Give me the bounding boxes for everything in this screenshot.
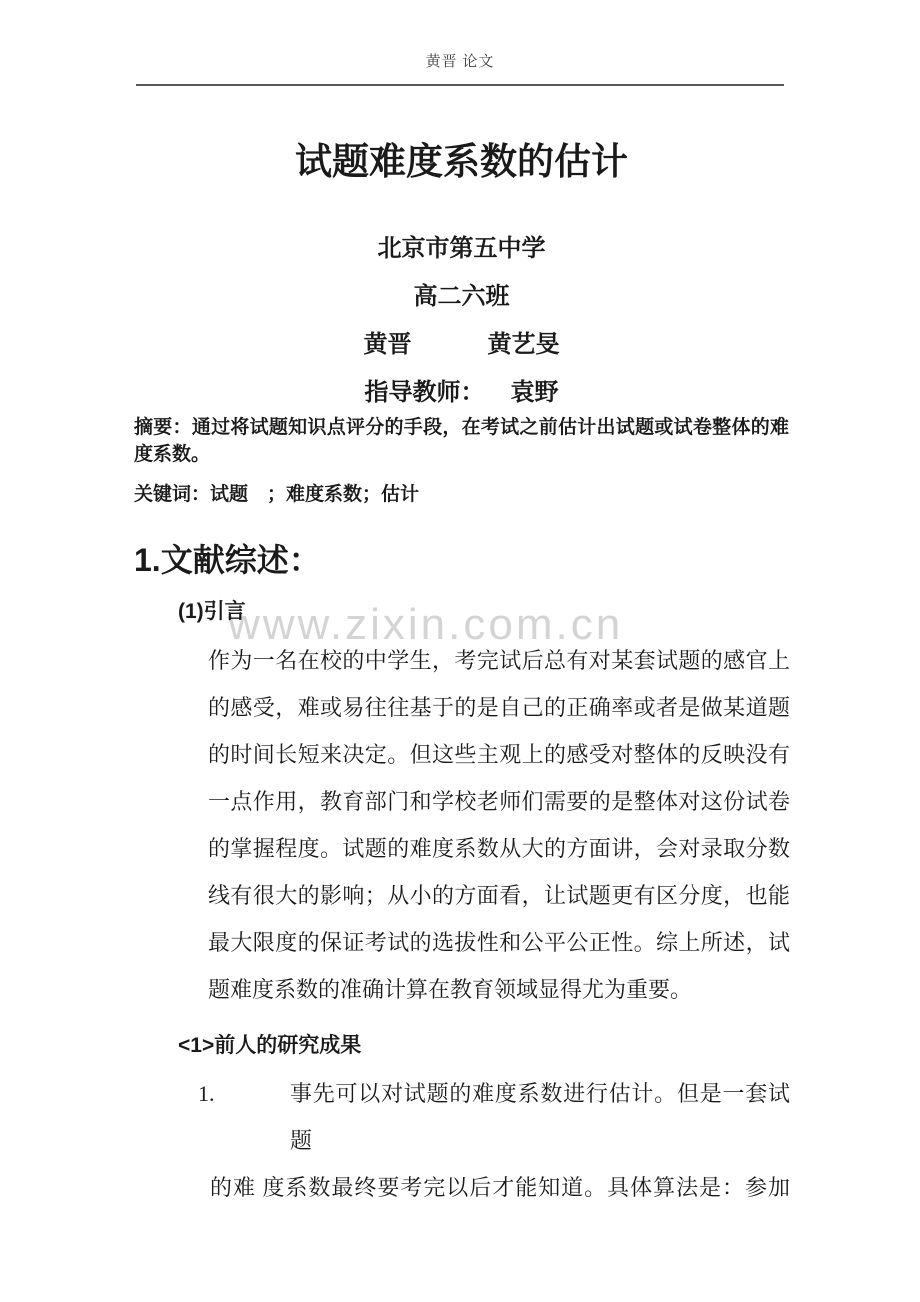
abstract-line: 摘要：通过将试题知识点评分的手段，在考试之前估计出试题或试卷整体的难 (134, 417, 789, 438)
keywords: 关键词：试题 ；难度系数；估计 (134, 484, 420, 505)
page-content (0, 140, 920, 1211)
section-heading-literature-review: 1.文献综述： (134, 542, 321, 578)
intro-paragraph-line: 的时间长短来决定。但这些主观上的感受对整体的反映没有 (208, 742, 790, 767)
intro-paragraph-line: 最大限度的保证考试的选拔性和公平公正性。综上所述，试 (208, 930, 790, 955)
intro-paragraph (208, 637, 790, 1013)
advisor-name: 袁野 (510, 380, 559, 406)
list-item-1-number: 1. (198, 1081, 215, 1106)
intro-paragraph-line: 的掌握程度。试题的难度系数从大的方面讲，会对录取分数 (208, 836, 790, 861)
advisor-row (134, 379, 789, 408)
author-class: 高二六班 (413, 284, 510, 310)
running-head: 黄晋 论文 (136, 0, 784, 86)
intro-paragraph-line: 线有很大的影响；从小的方面看，让试题更有区分度，也能 (208, 883, 790, 908)
list-item-1 (198, 1070, 790, 1164)
intro-paragraph-line: 题难度系数的准确计算在教育领域显得尤为重要。 (208, 977, 693, 1002)
intro-paragraph-line: 的感受，难或易往往基于的是自己的正确率或者是做某道题 (208, 695, 790, 720)
page-title: 试题难度系数的估计 (295, 142, 628, 183)
abstract (134, 414, 789, 468)
advisor-label: 指导教师： (364, 380, 485, 406)
list-item-1-text: 事先可以对试题的难度系数进行估计。但是一套试题 (290, 1081, 790, 1153)
author-name-2: 黄艺旻 (487, 332, 560, 358)
author-school: 北京市第五中学 (377, 236, 546, 262)
author-name-1: 黄晋 (363, 332, 412, 358)
author-names-row (134, 331, 789, 360)
abstract-line: 度系数。 (134, 444, 211, 465)
intro-paragraph-line: 作为一名在校的中学生，考完试后总有对某套试题的感官上 (208, 648, 790, 673)
author-block (134, 235, 789, 408)
intro-paragraph-line: 一点作用，教育部门和学校老师们需要的是整体对这份试卷 (208, 789, 790, 814)
watermark-text: www.zixin.com.cn (228, 600, 624, 649)
subheading-previous-research: <1>前人的研究成果 (178, 1034, 362, 1057)
list-item-1-continuation: 的难 度系数最终要考完以后才能知道。具体算法是：参加 (210, 1175, 790, 1200)
subheading-introduction: (1)引言 (178, 600, 246, 623)
